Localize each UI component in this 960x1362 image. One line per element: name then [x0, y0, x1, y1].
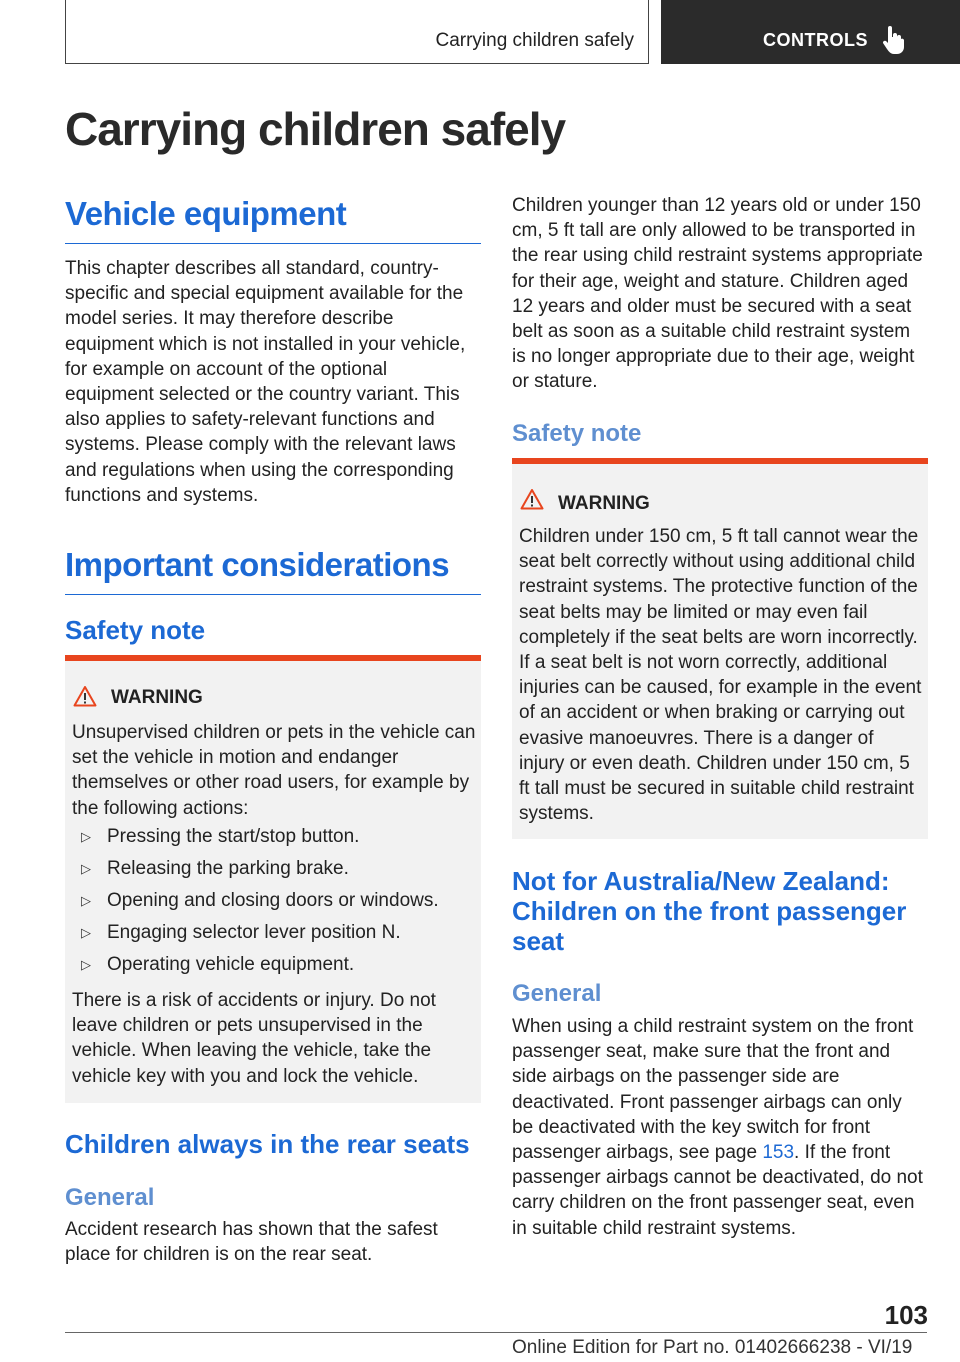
warning-box-right — [512, 458, 928, 839]
list-item: ▷ Releasing the parking brake. — [77, 853, 439, 885]
heading-general-right: General — [512, 980, 602, 1007]
header-section-box — [65, 0, 649, 64]
front-seat-text — [512, 1014, 928, 1241]
footer-edition: Online Edition for Part no. 01402666238 - VI/19 — [512, 1337, 913, 1358]
page-number: 103 — [884, 1300, 928, 1330]
list-item: ▷ Engaging selector lever position N. — [77, 917, 439, 949]
heading-vehicle-equipment: Vehicle equipment — [65, 195, 481, 244]
front-seat-text-before: When using a child restraint system on the front passenger seat, make sure that the front and side airbags on the passenger side are deactivated. Front passenger airbags can only be deactivated with the key switch for front passenger airbags, see page — [512, 1016, 914, 1164]
heading-safety-note-left: Safety note — [65, 615, 206, 645]
rear-seats-text: Accident research has shown that the safest place for children is on the rear seat. — [65, 1219, 438, 1266]
warning-label-left: WARNING — [111, 687, 203, 708]
heading-front-passenger-seat: Not for Australia/New Zealand: Children on the front passenger seat — [512, 866, 907, 956]
header-category-box[interactable] — [661, 0, 960, 64]
heading-important-considerations: Important considerations — [65, 546, 481, 595]
header-section-title: Carrying children safely — [435, 30, 634, 51]
warning-box-left — [65, 655, 481, 1103]
list-item: ▷ Opening and closing doors or windows. — [77, 885, 439, 917]
vehicle-equipment-text: This chapter describes all standard, country-specific and special equipment available for the model series. It may therefore describe equipment which is not installed in your vehicle, for example on account of the optional equipment selected or the country variant. This also applies to safety-relevant functions and systems. Please comply with the relevant laws and regulations when using the corresponding functions and systems. — [65, 258, 466, 506]
pointing-hand-icon — [883, 26, 905, 54]
heading-general-left: General — [65, 1184, 155, 1211]
warning-triangle-icon — [73, 685, 97, 707]
list-item: ▷ Operating vehicle equipment. — [77, 949, 439, 981]
warning-action-list — [77, 821, 439, 981]
heading-safety-note-right: Safety note — [512, 420, 642, 447]
age-text: Children younger than 12 years old or under 150 cm, 5 ft tall are only allowed to be transported in the rear using child restraint systems appropriate for their age, weight and stature. Children aged 12 years and older must be secured with a seat belt as soon as a suitable child restraint system is no longer appropriate due to their age, weight or stature. — [512, 195, 923, 393]
header-category-label: CONTROLS — [763, 30, 868, 50]
front-seat-text-after: . If the front passenger airbags cannot be deactivated, do not carry children on the front passenger seat, even in suitable child restraint systems. — [512, 1142, 923, 1239]
page-title: Carrying children safely — [65, 103, 566, 155]
footer-divider — [65, 1332, 927, 1333]
warning-outro-left: There is a risk of accidents or injury. Do not leave children or pets unsupervised in the vehicle. When leaving the vehicle, take the vehicle key with you and lock the vehicle. — [72, 990, 436, 1087]
warning-label-right: WARNING — [558, 493, 650, 514]
warning-triangle-icon — [520, 488, 544, 510]
warning-text-right: Children under 150 cm, 5 ft tall cannot wear the seat belt correctly without using additional child restraint systems. The protective function of the seat belts may be limited or may even fail completely if the seat belts are worn incorrectly. If a seat belt is not worn correctly, additional injuries can be caused, for example in the event of an accident or when braking or carrying out evasive manoeuvres. There is a danger of injury or even death. Children under 150 cm, 5 ft tall must be secured in suitable child restraint systems. — [519, 526, 922, 825]
list-item: ▷ Pressing the start/stop button. — [77, 821, 439, 853]
heading-rear-seats: Children always in the rear seats — [65, 1129, 470, 1159]
warning-intro-left: Unsupervised children or pets in the vehicle can set the vehicle in motion and endanger themselves or other road users, for example by the following actions: — [72, 722, 476, 819]
page-link-153[interactable]: 153 — [762, 1142, 795, 1164]
